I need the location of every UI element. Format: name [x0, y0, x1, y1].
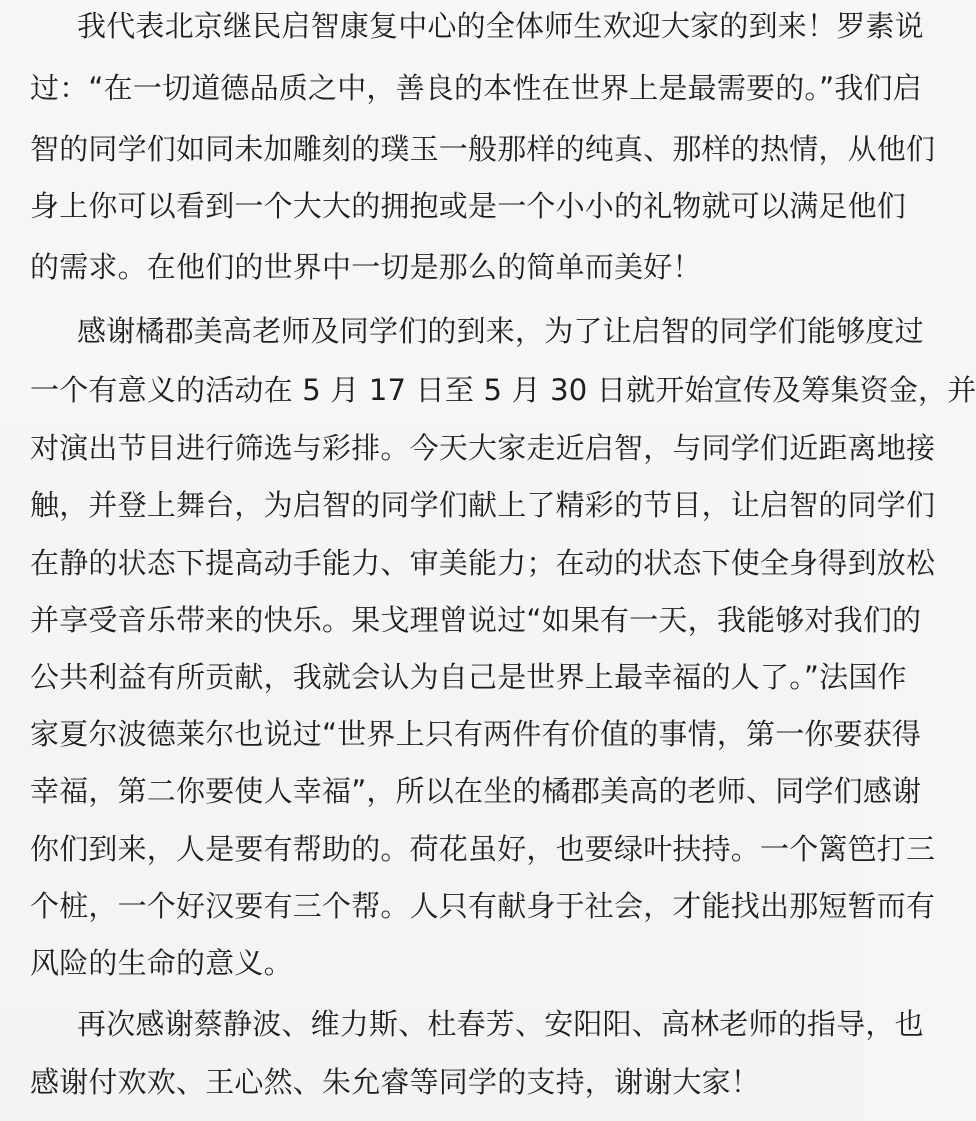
paragraph-1-line-3: 智的同学们如同未加雕刻的璞玉一般那样的纯真、那样的热情，从他们 — [30, 132, 936, 166]
paragraph-1-line-5: 的需求。在他们的世界中一切是那么的简单而美好！ — [30, 250, 702, 284]
paragraph-2-line-10: 你们到来，人是要有帮助的。荷花虽好，也要绿叶扶持。一个篱笆打三 — [30, 832, 936, 866]
paragraph-2-line-2: 一个有意义的活动在 5 月 17 日至 5 月 30 日就开始宣传及筹集资金，并 — [30, 373, 976, 407]
paragraph-2-line-12: 风险的生命的意义。 — [30, 946, 293, 980]
paragraph-3-line-2: 感谢付欢欢、王心然、朱允睿等同学的支持，谢谢大家！ — [30, 1065, 761, 1099]
paragraph-2-line-11: 个桩，一个好汉要有三个帮。人只有献身于社会，才能找出那短暂而有 — [30, 889, 936, 923]
paragraph-1-line-1: 我代表北京继民启智康复中心的全体师生欢迎大家的到来！罗素说 — [77, 9, 924, 43]
paragraph-2-line-9: 幸福，第二你要使人幸福”，所以在坐的橘郡美高的老师、同学们感谢 — [30, 774, 922, 808]
paragraph-1-line-4: 身上你可以看到一个大大的拥抱或是一个小小的礼物就可以满足他们 — [30, 189, 907, 223]
paragraph-1-line-2: 过：“在一切道德品质之中，善良的本性在世界上是最需要的。”我们启 — [30, 71, 922, 105]
paragraph-2-line-5: 在静的状态下提高动手能力、审美能力；在动的状态下使全身得到放松 — [30, 546, 936, 580]
paragraph-2-line-6: 并享受音乐带来的快乐。果戈理曾说过“如果有一天，我能够对我们的 — [30, 603, 922, 637]
paragraph-2-line-3: 对演出节目进行筛选与彩排。今天大家走近启智，与同学们近距离地接 — [30, 431, 936, 465]
paragraph-3-line-1: 再次感谢蔡静波、维力斯、杜春芳、安阳阳、高林老师的指导，也 — [77, 1007, 924, 1041]
paragraph-2-line-7: 公共利益有所贡献，我就会认为自己是世界上最幸福的人了。”法国作 — [30, 660, 907, 694]
paragraph-2-line-4: 触，并登上舞台，为启智的同学们献上了精彩的节目，让启智的同学们 — [30, 488, 936, 522]
paragraph-2-line-1: 感谢橘郡美高老师及同学们的到来，为了让启智的同学们能够度过 — [77, 314, 924, 348]
paragraph-2-line-8: 家夏尔波德莱尔也说过“世界上只有两件有价值的事情，第一你要获得 — [30, 717, 922, 751]
